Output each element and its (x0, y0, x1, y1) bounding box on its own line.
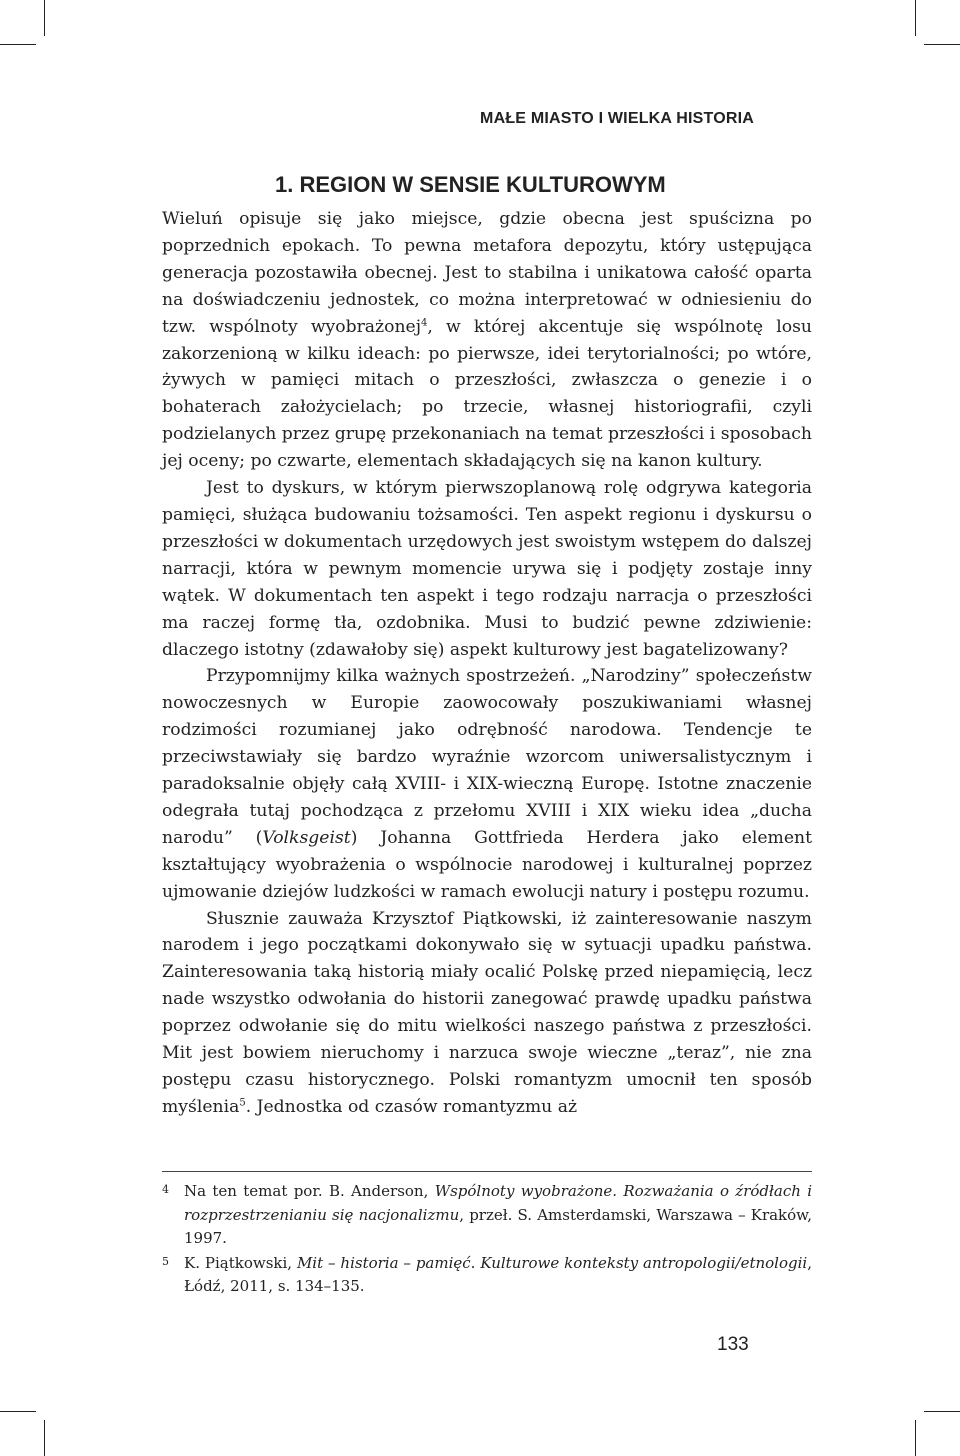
crop-mark (44, 0, 45, 36)
footnote-number: 5 (162, 1254, 169, 1268)
footnote: 4 Na ten temat por. B. Anderson, Wspólnoty wyobrażone. Rozważania o źródłach i rozprzestrzenianiu się nacjonalizmu, przeł. S. Amsterdamski, Warszawa – Kraków, 1997. (162, 1180, 812, 1251)
crop-mark (0, 1411, 36, 1412)
crop-mark (0, 44, 36, 45)
paragraph: Wieluń opisuje się jako miejsce, gdzie obecna jest spuścizna po poprzednich epokach. To pewna metafora depozytu, który ustępująca generacja pozostawiła obecnej. Jest to stabilna i unikatowa całość oparta na doświadczeniu jednostek, co można interpretować w odniesieniu do tzw. wspólnoty wyobrażonej$^4$, w której akcentuje się wspólnotę losu zakorzenioną w kilku ideach: po pierwsze, idei terytorialności; po wtóre, żywych w pamięci mitach o przeszłości, zwłaszcza o genezie i o bohaterach założycielach; po trzecie, własnej historiografii, czyli podzielanych przez grupę przekonaniach na temat przeszłości i sposobach jej oceny; po czwarte, elementach składających się na kanon kultury. (162, 209, 812, 472)
footnote-number: 4 (162, 1183, 169, 1196)
crop-mark (924, 44, 960, 45)
footnote: 5 K. Piątkowski, Mit – historia – pamięć. Kulturowe konteksty antropologii/etnologii, Łódź, 2011, s. 134–135. (162, 1252, 812, 1299)
crop-mark (924, 1411, 960, 1412)
footnotes (162, 1180, 812, 1300)
paragraph: Jest to dyskurs, w którym pierwszoplanową rolę odgrywa kategoria pamięci, służąca budowaniu tożsamości. Ten aspekt regionu i dyskursu o przeszłości w dokumentach urzędowych jest swoistym wstępem do dalszej narracji, która w pewnym momencie urywa się i podjęty zostaje inny wątek. W dokumentach ten aspekt i tego rodzaju narracja o przeszłości ma raczej formę tła, ozdobnika. Musi to budzić pewne zdziwienie: dlaczego istotny (zdawałoby się) aspekt kulturowy jest bagatelizowany? (162, 478, 812, 660)
crop-mark (915, 0, 916, 36)
main-text (162, 206, 812, 1121)
crop-mark (915, 1420, 916, 1456)
paragraph: Przypomnijmy kilka ważnych spostrzeżeń. „Narodziny” społeczeństw nowoczesnych w Europie zaowocowały poszukiwaniami własnej rodzimości rozumianej jako odrębność narodowa. Tendencje te przeciwstawiały się bardzo wyraźnie wzorcom uniwersalistycznym i paradoksalnie objęły całą XVIII- i XIX-wieczną Europę. Istotne znaczenie odegrała tutaj pochodząca z przełomu XVIII i XIX wieku idea „ducha narodu” (Volksgeist) Johanna Gottfrieda Herdera jako element kształtujący wyobrażenia o wspólnocie narodowej i kulturalnej poprzez ujmowanie dziejów ludzkości w ramach ewolucji natury i postępu rozumu. (162, 666, 812, 902)
footnote-reference[interactable]: 5 (239, 1097, 246, 1109)
footnote-reference[interactable]: 4 (421, 316, 428, 328)
footnote-divider (162, 1171, 812, 1172)
running-header: MAŁE MIASTO I WIELKA HISTORIA (480, 110, 754, 127)
page-number: 133 (717, 1334, 749, 1355)
paragraph: Słusznie zauważa Krzysztof Piątkowski, iż zainteresowanie naszym narodem i jego początkami dokonywało się w sytuacji upadku państwa. Zainteresowania taką historią miały ocalić Polskę przed niepamięcią, lecz nade wszystko odwołania do historii zanegować prawdę upadku państwa poprzez odwołanie się do mitu wielkości naszego państwa z przeszłości. Mit jest bowiem nieruchomy i narzuca swoje wieczne „teraz”, nie zna postępu czasu historycznego. Polski romantyzm umocnił ten sposób myślenia$^5$. Jednostka od czasów romantyzmu aż (162, 908, 812, 1117)
section-title: 1. REGION W SENSIE KULTUROWYM (275, 172, 666, 197)
italic-term: Volksgeist (262, 827, 351, 848)
crop-mark (44, 1420, 45, 1456)
